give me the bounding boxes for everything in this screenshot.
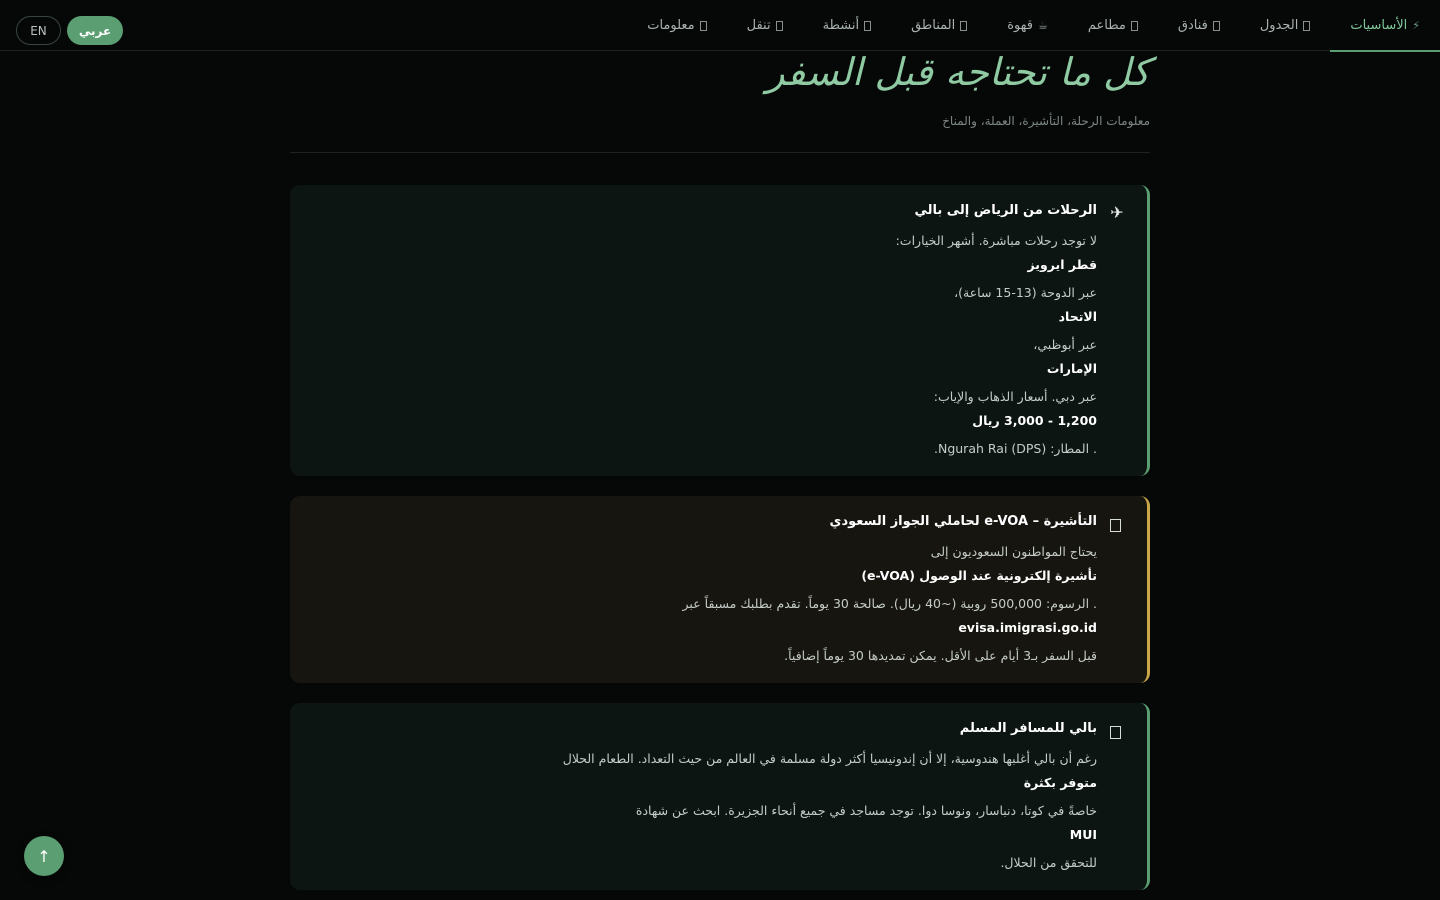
tab-label: قهوة — [1007, 18, 1033, 33]
bolt-icon: ⚡ — [1412, 19, 1420, 32]
card-text: عبر أبوظبي، — [1033, 337, 1097, 352]
card-title: التأشيرة – e-VOA لحاملي الجواز السعودي — [829, 514, 1097, 529]
top-nav-bar — [0, 0, 1440, 51]
tab-label: الأساسيات — [1350, 18, 1408, 33]
visa-card — [290, 496, 1150, 683]
tab-coffee[interactable] — [987, 0, 1068, 51]
tab-basics[interactable] — [1330, 0, 1440, 51]
lang-ar-button[interactable]: عربي — [67, 16, 123, 45]
tab-label: مطاعم — [1087, 18, 1126, 33]
hotel-icon — [1213, 21, 1220, 31]
tab-label: معلومات — [647, 18, 695, 33]
tab-info[interactable] — [627, 0, 726, 51]
tab-label: الجدول — [1259, 18, 1299, 33]
activity-icon — [864, 21, 871, 31]
tab-schedule[interactable] — [1240, 0, 1331, 51]
card-highlight: قطر ايرويز — [1027, 257, 1097, 272]
tab-label: المناطق — [911, 18, 956, 33]
flights-card — [290, 185, 1150, 476]
tab-hotels[interactable] — [1158, 0, 1240, 51]
divider — [290, 152, 1150, 153]
arrow-up-icon: ↑ — [37, 846, 51, 866]
tab-restaurants[interactable] — [1068, 0, 1158, 51]
card-text: لا توجد رحلات مباشرة. أشهر الخيارات: — [895, 233, 1097, 248]
lang-en-button[interactable]: EN — [16, 16, 61, 45]
tab-areas[interactable] — [891, 0, 987, 51]
map-icon — [960, 21, 967, 31]
calendar-icon — [1303, 21, 1310, 31]
scroll-to-top-button[interactable] — [24, 836, 64, 876]
card-highlight: evisa.imigrasi.go.id — [958, 620, 1097, 635]
card-text: . المطار: Ngurah Rai (DPS). — [933, 441, 1097, 456]
card-title: الرحلات من الرياض إلى بالي — [914, 203, 1097, 218]
tab-label: فنادق — [1177, 18, 1208, 33]
language-switcher — [16, 16, 123, 45]
car-icon — [776, 21, 783, 31]
restaurant-icon — [1131, 21, 1138, 31]
card-highlight: 1,200 - 3,000 ريال — [972, 413, 1097, 428]
card-highlight: تأشيرة إلكترونية عند الوصول (e-VOA) — [861, 568, 1097, 583]
card-text: رغم أن بالي أغلبها هندوسية، إلا أن إندونيسيا أكثر دولة مسلمة في العالم من حيث التعداد. الطعام الحلال — [562, 751, 1097, 766]
passport-icon — [1110, 519, 1121, 532]
card-title: بالي للمسافر المسلم — [959, 721, 1097, 736]
tab-activities[interactable] — [803, 0, 891, 51]
card-highlight: الإمارات — [1046, 361, 1097, 376]
card-highlight: MUI — [1069, 827, 1097, 842]
tab-label: أنشطة — [822, 18, 860, 33]
card-text: خاصةً في كوتا، دنباسار، ونوسا دوا. توجد مساجد في جميع أنحاء الجزيرة. ابحث عن شهادة — [635, 803, 1097, 818]
card-text: للتحقق من الحلال. — [1000, 855, 1097, 870]
card-text: . الرسوم: 500,000 روبية (~40 ريال). صالحة 30 يوماً. تقدم بطلبك مسبقاً عبر — [682, 596, 1097, 611]
airplane-icon: ✈ — [1110, 203, 1124, 222]
page-subtitle: معلومات الرحلة، التأشيرة، العملة، والمناخ — [942, 114, 1150, 128]
mosque-icon — [1110, 726, 1121, 739]
page-title: كل ما تحتاجه قبل السفر — [766, 50, 1150, 94]
card-text: عبر دبي. أسعار الذهاب والإياب: — [933, 389, 1097, 404]
tab-transport[interactable] — [727, 0, 803, 51]
muslim-traveler-card — [290, 703, 1150, 890]
card-text: قبل السفر بـ3 أيام على الأقل. يمكن تمديدها 30 يوماً إضافياً. — [784, 648, 1097, 663]
card-highlight: متوفر بكثرة — [1023, 775, 1097, 790]
tab-label: تنقل — [746, 18, 771, 33]
coffee-icon: ☕ — [1037, 19, 1048, 32]
card-text: يحتاج المواطنون السعوديون إلى — [930, 544, 1097, 559]
card-highlight: الاتحاد — [1058, 309, 1097, 324]
info-icon — [700, 21, 707, 31]
card-text: عبر الدوحة (13-15 ساعة)، — [954, 285, 1097, 300]
section-tabs — [627, 0, 1440, 51]
